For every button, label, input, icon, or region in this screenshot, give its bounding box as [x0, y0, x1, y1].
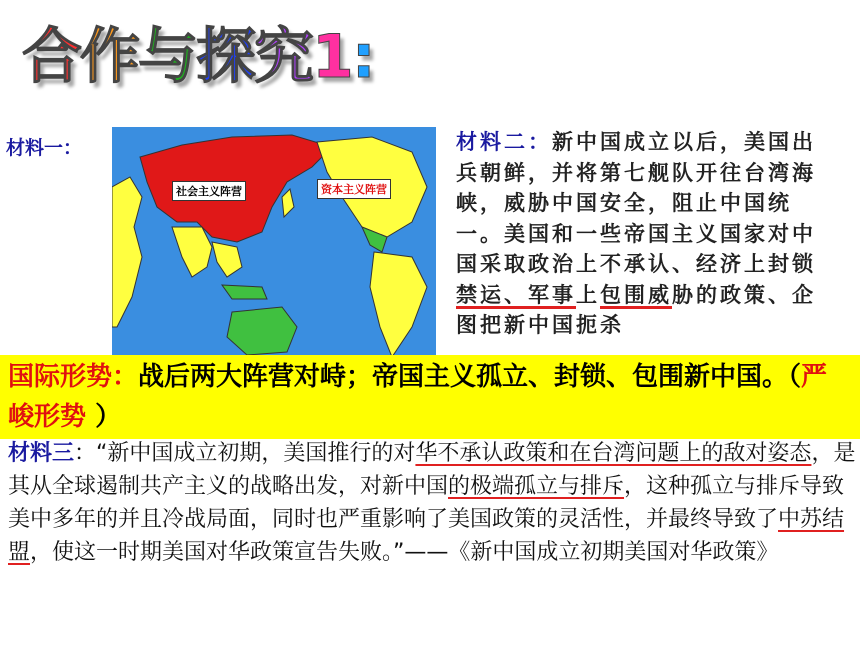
title-char: 1	[312, 22, 352, 92]
socialist-bloc-tag: 社会主义阵营	[172, 181, 246, 201]
title-char: 作	[80, 22, 138, 92]
world-map	[112, 127, 436, 362]
material3-t2: ，是其从全球遏制共产主义的战略出发，对新中国	[8, 441, 856, 499]
title-char: :	[351, 22, 374, 92]
banner-text: 战后两大阵营对峙；帝国主义孤立、封锁、包围新中国。	[138, 362, 789, 392]
material3-t1: ：“新中国成立初期，美国推行的对	[74, 441, 416, 466]
title-char: 探	[196, 22, 254, 92]
world-map-graphic	[112, 127, 436, 362]
material2-text4: 的政策、企图把新中国扼杀	[456, 281, 816, 337]
page-title	[22, 18, 374, 92]
summary-banner	[0, 355, 860, 439]
material3-t4: ，使这一时期美国对华政策宣告失败。”——《新中国成立初期美国对华政策》	[30, 540, 779, 565]
banner-paren-open: （	[788, 362, 802, 392]
material3-t3: ，这种孤立与排斥导致美中多年的并且冷战局面，同时也严重影响了美国政策的灵活性，并最终导致了	[8, 474, 845, 532]
title-char: 究	[254, 22, 312, 92]
material3-u3: 中苏结盟	[8, 507, 845, 565]
material2-text	[456, 127, 836, 341]
material3-label: 材料三	[8, 441, 75, 466]
material3-u2: 的极端孤立与排斥	[448, 474, 625, 499]
material2-text3: 胁	[672, 281, 696, 307]
banner-label: 国际形势：	[8, 362, 139, 392]
material3-u1: 华不承认政策和在台湾问题上的敌对姿态	[415, 441, 812, 466]
material2-label: 材料二：	[456, 129, 552, 154]
banner-answer: 严峻形势	[8, 362, 828, 432]
material2-underline1: 禁运、军事	[456, 281, 576, 307]
material1-label: 材料一：	[6, 137, 83, 159]
material2-underline2: 包围威	[600, 281, 672, 307]
title-char: 合	[22, 22, 80, 92]
material3-text	[8, 437, 858, 569]
capitalist-bloc-tag: 资本主义阵营	[317, 179, 391, 199]
banner-paren-close: ）	[86, 402, 122, 432]
material2-text1: 新中国成立以后，美国出兵朝鲜，并将第七舰队开往台湾海峡，威胁中国安全，阻止中国统一。美国和一些帝国主义国家对中国采取政治上不承认、经济上封锁	[456, 129, 816, 276]
title-char: 与	[138, 22, 196, 92]
material2-text2: 上	[576, 281, 600, 307]
